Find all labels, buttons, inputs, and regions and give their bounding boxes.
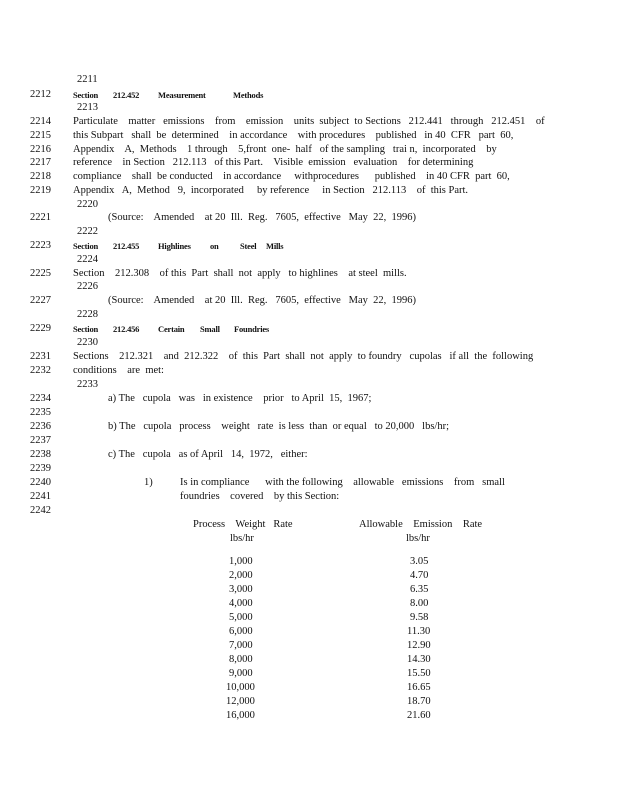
body-text: compliance shall be conducted in accordance withprocedures published in 40 CFR part 60, — [73, 171, 510, 182]
section-label: Section — [73, 324, 99, 334]
table-cell-emission: 21.60 — [407, 710, 431, 721]
line-number: 2234 — [30, 393, 51, 404]
table-cell-emission: 6.35 — [410, 584, 429, 595]
table-cell-weight: 6,000 — [229, 626, 253, 637]
table-cell-emission: 4.70 — [410, 570, 429, 581]
table-cell-weight: 1,000 — [229, 556, 253, 567]
section-number: 212.456 — [113, 324, 140, 334]
section-title-word: on — [210, 241, 219, 251]
section-title-word: Highlines — [158, 241, 191, 251]
line-number: 2237 — [30, 435, 51, 446]
table-cell-emission: 9.58 — [410, 612, 429, 623]
table-cell-weight: 5,000 — [229, 612, 253, 623]
line-number: 2223 — [30, 240, 51, 251]
line-number: 2222 — [77, 226, 98, 237]
table-cell-weight: 10,000 — [226, 682, 255, 693]
line-number: 2240 — [30, 477, 51, 488]
table-cell-weight: 8,000 — [229, 654, 253, 665]
line-number: 2211 — [77, 74, 98, 85]
table-header-unit: lbs/hr — [230, 533, 254, 544]
table-cell-weight: 9,000 — [229, 668, 253, 679]
section-title-word: Certain — [158, 324, 185, 334]
line-number: 2238 — [30, 449, 51, 460]
table-cell-weight: 4,000 — [229, 598, 253, 609]
line-number: 2225 — [30, 268, 51, 279]
line-number: 2221 — [30, 212, 51, 223]
line-number: 2230 — [77, 337, 98, 348]
section-title-word: Measurement — [158, 90, 206, 100]
line-number: 2216 — [30, 144, 51, 155]
body-text: reference in Section 212.113 of this Part. Visible emission evaluation for determining — [73, 157, 474, 168]
line-number: 2229 — [30, 323, 51, 334]
line-number: 2224 — [77, 254, 98, 265]
condition-c: c) The cupola as of April 14, 1972, either: — [108, 449, 308, 460]
body-text: Appendix A, Method 9, incorporated by reference in Section 212.113 of this Part. — [73, 185, 469, 196]
line-number: 2219 — [30, 185, 51, 196]
source-note: (Source: Amended at 20 Ill. Reg. 7605, effective May 22, 1996) — [108, 295, 417, 306]
table-cell-weight: 12,000 — [226, 696, 255, 707]
table-cell-emission: 14.30 — [407, 654, 431, 665]
section-number: 212.455 — [113, 241, 140, 251]
section-label: Section — [73, 90, 99, 100]
section-title-word: Foundries — [234, 324, 270, 334]
line-number: 2226 — [77, 281, 98, 292]
table-header-allowable-emission: Allowable Emission Rate — [359, 519, 483, 530]
line-number: 2239 — [30, 463, 51, 474]
subcondition-text: foundries covered by this Section: — [180, 491, 340, 502]
line-number: 2232 — [30, 365, 51, 376]
table-cell-weight: 3,000 — [229, 584, 253, 595]
condition-a: a) The cupola was in existence prior to April 15, 1967; — [108, 393, 372, 404]
table-cell-weight: 16,000 — [226, 710, 255, 721]
line-number: 2218 — [30, 171, 51, 182]
condition-b: b) The cupola process weight rate is less than or equal to 20,000 lbs/hr; — [108, 421, 449, 432]
body-text: Sections 212.321 and 212.322 of this Part shall not apply to foundry cupolas if all the following — [73, 351, 534, 362]
line-number: 2213 — [77, 102, 98, 113]
line-number: 2236 — [30, 421, 51, 432]
subcondition-number: 1) — [144, 477, 153, 488]
line-number: 2220 — [77, 199, 98, 210]
table-cell-emission: 8.00 — [410, 598, 429, 609]
line-number: 2233 — [77, 379, 98, 390]
body-text: Particulate matter emissions from emission units subject to Sections 212.441 through 212.451 of — [73, 116, 545, 127]
subcondition-text: Is in compliance with the following allowable emissions from small — [180, 477, 505, 488]
line-number: 2241 — [30, 491, 51, 502]
table-cell-emission: 16.65 — [407, 682, 431, 693]
body-text: this Subpart shall be determined in accordance with procedures published in 40 CFR part 60, — [73, 130, 514, 141]
section-title-word: Methods — [233, 90, 264, 100]
table-header-process-weight: Process Weight Rate — [193, 519, 293, 530]
source-note: (Source: Amended at 20 Ill. Reg. 7605, effective May 22, 1996) — [108, 212, 417, 223]
table-cell-emission: 11.30 — [407, 626, 431, 637]
section-heading-212-456 — [73, 324, 269, 334]
section-number: 212.452 — [113, 90, 140, 100]
table-header-unit: lbs/hr — [406, 533, 430, 544]
line-number: 2214 — [30, 116, 51, 127]
line-number: 2242 — [30, 505, 51, 516]
line-number: 2231 — [30, 351, 51, 362]
body-text: Section 212.308 of this Part shall not apply to highlines at steel mills. — [73, 268, 407, 279]
table-cell-weight: 2,000 — [229, 570, 253, 581]
table-cell-emission: 18.70 — [407, 696, 431, 707]
section-heading-212-455 — [73, 241, 283, 251]
line-number: 2215 — [30, 130, 51, 141]
line-number: 2217 — [30, 157, 51, 168]
table-cell-weight: 7,000 — [229, 640, 253, 651]
line-number: 2227 — [30, 295, 51, 306]
line-number: 2228 — [77, 309, 98, 320]
table-cell-emission: 15.50 — [407, 668, 431, 679]
table-cell-emission: 12.90 — [407, 640, 431, 651]
section-title-word: Steel — [240, 241, 257, 251]
section-title-word: Small — [200, 324, 220, 334]
line-number: 2235 — [30, 407, 51, 418]
body-text: conditions are met: — [73, 365, 164, 376]
line-number: 2212 — [30, 89, 51, 100]
section-label: Section — [73, 241, 99, 251]
table-cell-emission: 3.05 — [410, 556, 429, 567]
section-title-word: Mills — [266, 241, 284, 251]
section-heading-212-452 — [73, 90, 263, 100]
body-text: Appendix A, Methods 1 through 5,front one- half of the sampling trai n, incorporated by — [73, 144, 497, 155]
